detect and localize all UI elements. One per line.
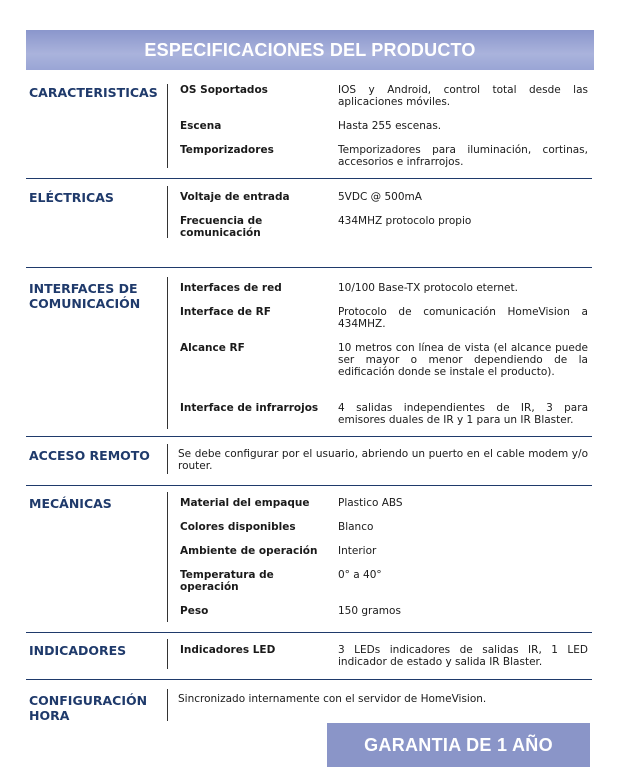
divider	[167, 444, 168, 474]
spec-label: OS Soportados	[180, 84, 268, 96]
section-rule	[26, 679, 592, 680]
spec-value: 150 gramos	[338, 605, 401, 617]
spec-label: Temporizadores	[180, 144, 274, 156]
section-title: ACCESO REMOTO	[29, 448, 150, 463]
page-title: ESPECIFICACIONES DEL PRODUCTO	[26, 30, 594, 70]
spec-label: Frecuencia de comunicación	[180, 215, 263, 239]
spec-value: 434MHZ protocolo propio	[338, 215, 472, 227]
spec-label: Alcance RF	[180, 342, 245, 354]
spec-label: Colores disponibles	[180, 521, 296, 533]
spec-value: Hasta 255 escenas.	[338, 120, 442, 132]
spec-label: Escena	[180, 120, 222, 132]
spec-value: 4 salidas independientes de IR, 3 para emisores duales de IR y 1 para un IR Blaster.	[338, 402, 588, 426]
spec-label: Interface de infrarrojos	[180, 402, 319, 414]
section-configuracion-hora	[26, 693, 592, 723]
section-electricas	[26, 190, 592, 268]
section-title: MECÁNICAS	[29, 496, 112, 511]
section-rule	[26, 632, 592, 633]
section-title: ELÉCTRICAS	[29, 190, 114, 205]
divider	[167, 492, 168, 622]
section-title: INDICADORES	[29, 643, 127, 658]
section-text: Sincronizado internamente con el servidor de HomeVision.	[178, 693, 487, 705]
section-interfaces	[26, 281, 592, 437]
spec-value: Plastico ABS	[338, 497, 403, 509]
divider	[167, 84, 168, 168]
spec-label: Ambiente de operación	[180, 545, 318, 557]
divider	[167, 277, 168, 429]
section-title: CONFIGURACIÓN HORA	[29, 693, 148, 723]
spec-value: 0° a 40°	[338, 569, 382, 581]
spec-label: Voltaje de entrada	[180, 191, 290, 203]
spec-value: 5VDC @ 500mA	[338, 191, 422, 203]
spec-value: 10 metros con línea de vista (el alcance puede ser mayor o menor dependiendo de la edificación donde se instale el producto).	[338, 342, 588, 378]
section-text: Se debe configurar por el usuario, abriendo un puerto en el cable modem y/o router.	[178, 448, 588, 472]
section-mecanicas	[26, 496, 592, 634]
spec-value: Interior	[338, 545, 377, 557]
spec-label: Peso	[180, 605, 209, 617]
spec-label: Material del empaque	[180, 497, 310, 509]
section-rule	[26, 267, 592, 268]
spec-value: 3 LEDs indicadores de salidas IR, 1 LED indicador de estado y salida IR Blaster.	[338, 644, 588, 668]
section-rule	[26, 436, 592, 437]
spec-value: IOS y Android, control total desde las aplicaciones móviles.	[338, 84, 588, 108]
section-title: INTERFACES DE COMUNICACIÓN	[29, 281, 141, 311]
spec-label: Interfaces de red	[180, 282, 282, 294]
spec-label: Indicadores LED	[180, 644, 276, 656]
spec-value: 10/100 Base-TX protocolo eternet.	[338, 282, 518, 294]
divider	[167, 639, 168, 669]
section-acceso-remoto	[26, 448, 592, 486]
section-caracteristicas	[26, 84, 592, 179]
spec-value: Blanco	[338, 521, 374, 533]
section-rule	[26, 178, 592, 179]
spec-value: Protocolo de comunicación HomeVision a 434MHZ.	[338, 306, 588, 330]
spec-label: Temperatura de operación	[180, 569, 274, 593]
section-indicadores	[26, 643, 592, 681]
divider	[167, 689, 168, 721]
spec-label: Interface de RF	[180, 306, 271, 318]
section-title: CARACTERISTICAS	[29, 85, 158, 100]
section-rule	[26, 485, 592, 486]
warranty-badge: GARANTIA DE 1 AÑO	[327, 723, 590, 767]
divider	[167, 186, 168, 238]
spec-value: Temporizadores para iluminación, cortinas, accesorios e infrarrojos.	[338, 144, 588, 168]
